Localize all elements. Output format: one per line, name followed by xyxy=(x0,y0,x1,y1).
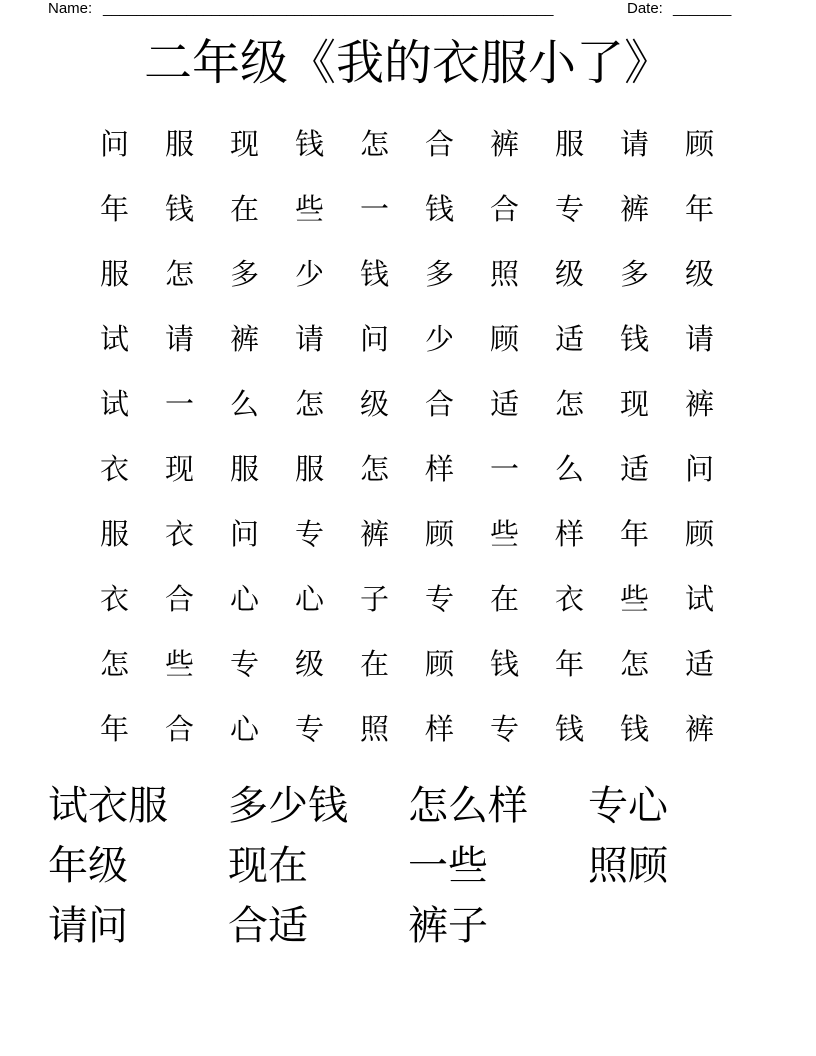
grid-cell: 么 xyxy=(554,452,584,486)
grid-cell: 怎 xyxy=(359,452,389,486)
grid-cell: 服 xyxy=(229,452,259,486)
grid-cell: 合 xyxy=(164,582,194,616)
header xyxy=(48,0,748,18)
grid-cell: 顾 xyxy=(424,517,454,551)
grid-cell: 请 xyxy=(294,322,324,356)
word-bank-item: 专心 xyxy=(588,783,668,829)
grid-cell: 样 xyxy=(554,517,584,551)
word-bank-item: 试衣服 xyxy=(48,783,168,829)
grid-cell: 一 xyxy=(489,452,519,486)
grid-cell: 请 xyxy=(164,322,194,356)
word-bank-item: 现在 xyxy=(228,843,308,889)
word-bank xyxy=(48,776,768,956)
grid-cell: 衣 xyxy=(554,582,584,616)
grid-cell: 问 xyxy=(229,517,259,551)
grid-cell: 么 xyxy=(229,387,259,421)
grid-cell: 衣 xyxy=(99,582,129,616)
word-bank-item: 裤子 xyxy=(408,903,488,949)
grid-cell: 顾 xyxy=(489,322,519,356)
grid-cell: 钱 xyxy=(619,712,649,746)
grid-cell: 多 xyxy=(424,257,454,291)
grid-cell: 些 xyxy=(294,192,324,226)
grid-cell: 合 xyxy=(489,192,519,226)
grid-cell: 试 xyxy=(99,387,129,421)
grid-cell: 适 xyxy=(489,387,519,421)
grid-cell: 钱 xyxy=(294,127,324,161)
grid-cell: 问 xyxy=(359,322,389,356)
grid-cell: 怎 xyxy=(359,127,389,161)
grid-cell: 请 xyxy=(684,322,714,356)
grid-cell: 样 xyxy=(424,712,454,746)
grid-cell: 年 xyxy=(619,517,649,551)
grid-cell: 年 xyxy=(99,192,129,226)
word-bank-item: 怎么样 xyxy=(408,783,528,829)
grid-cell: 少 xyxy=(294,257,324,291)
grid-cell: 顾 xyxy=(684,517,714,551)
grid-cell: 服 xyxy=(99,257,129,291)
grid-cell: 怎 xyxy=(554,387,584,421)
grid-cell: 些 xyxy=(619,582,649,616)
grid-cell: 适 xyxy=(684,647,714,681)
grid-cell: 问 xyxy=(99,127,129,161)
grid-cell: 现 xyxy=(164,452,194,486)
grid-row xyxy=(82,632,742,697)
grid-cell: 裤 xyxy=(684,387,714,421)
grid-cell: 少 xyxy=(424,322,454,356)
grid-cell: 年 xyxy=(554,647,584,681)
word-bank-row xyxy=(48,896,768,956)
grid-cell: 裤 xyxy=(229,322,259,356)
grid-row xyxy=(82,307,742,372)
word-bank-item: 一些 xyxy=(408,843,488,889)
word-bank-item: 照顾 xyxy=(588,843,668,889)
date-blank-line: _______ xyxy=(673,0,732,17)
grid-cell: 钱 xyxy=(619,322,649,356)
grid-cell: 怎 xyxy=(99,647,129,681)
grid-cell: 在 xyxy=(229,192,259,226)
grid-cell: 服 xyxy=(554,127,584,161)
grid-cell: 心 xyxy=(229,582,259,616)
grid-cell: 心 xyxy=(229,712,259,746)
grid-row xyxy=(82,567,742,632)
grid-row xyxy=(82,242,742,307)
name-blank-line: ______________________________________________________ xyxy=(103,0,554,17)
grid-cell: 衣 xyxy=(99,452,129,486)
grid-cell: 专 xyxy=(489,712,519,746)
grid-cell: 怎 xyxy=(164,257,194,291)
grid-cell: 现 xyxy=(229,127,259,161)
grid-cell: 裤 xyxy=(619,192,649,226)
grid-cell: 裤 xyxy=(684,712,714,746)
word-bank-row xyxy=(48,776,768,836)
grid-cell: 合 xyxy=(164,712,194,746)
grid-cell: 怎 xyxy=(294,387,324,421)
grid-row xyxy=(82,697,742,762)
grid-cell: 服 xyxy=(164,127,194,161)
grid-cell: 请 xyxy=(619,127,649,161)
date-label: Date: xyxy=(627,0,663,17)
grid-cell: 钱 xyxy=(359,257,389,291)
grid-cell: 专 xyxy=(554,192,584,226)
grid-cell: 裤 xyxy=(359,517,389,551)
grid-cell: 服 xyxy=(99,517,129,551)
grid-cell: 年 xyxy=(99,712,129,746)
grid-row xyxy=(82,502,742,567)
grid-cell: 级 xyxy=(359,387,389,421)
grid-cell: 级 xyxy=(684,257,714,291)
grid-cell: 样 xyxy=(424,452,454,486)
grid-cell: 专 xyxy=(294,517,324,551)
grid-cell: 些 xyxy=(164,647,194,681)
grid-row xyxy=(82,437,742,502)
grid-cell: 些 xyxy=(489,517,519,551)
grid-cell: 钱 xyxy=(554,712,584,746)
grid-cell: 衣 xyxy=(164,517,194,551)
grid-row xyxy=(82,372,742,437)
grid-cell: 试 xyxy=(99,322,129,356)
grid-cell: 级 xyxy=(294,647,324,681)
grid-cell: 专 xyxy=(424,582,454,616)
grid-cell: 多 xyxy=(619,257,649,291)
word-bank-item: 请问 xyxy=(48,903,128,949)
grid-cell: 在 xyxy=(359,647,389,681)
word-bank-item: 多少钱 xyxy=(228,783,348,829)
grid-cell: 现 xyxy=(619,387,649,421)
grid-cell: 钱 xyxy=(489,647,519,681)
grid-cell: 服 xyxy=(294,452,324,486)
name-label: Name: xyxy=(48,0,93,17)
word-bank-item: 合适 xyxy=(228,903,308,949)
grid-cell: 多 xyxy=(229,257,259,291)
grid-cell: 顾 xyxy=(684,127,714,161)
grid-cell: 心 xyxy=(294,582,324,616)
grid-cell: 钱 xyxy=(424,192,454,226)
word-bank-row xyxy=(48,836,768,896)
grid-cell: 一 xyxy=(359,192,389,226)
grid-cell: 在 xyxy=(489,582,519,616)
word-search-grid xyxy=(82,112,742,762)
grid-cell: 专 xyxy=(229,647,259,681)
grid-cell: 照 xyxy=(359,712,389,746)
grid-row xyxy=(82,112,742,177)
grid-cell: 合 xyxy=(424,127,454,161)
grid-cell: 子 xyxy=(359,582,389,616)
grid-cell: 钱 xyxy=(164,192,194,226)
grid-cell: 合 xyxy=(424,387,454,421)
grid-cell: 年 xyxy=(684,192,714,226)
grid-cell: 问 xyxy=(684,452,714,486)
grid-cell: 级 xyxy=(554,257,584,291)
grid-cell: 怎 xyxy=(619,647,649,681)
grid-cell: 适 xyxy=(554,322,584,356)
grid-cell: 顾 xyxy=(424,647,454,681)
grid-cell: 裤 xyxy=(489,127,519,161)
grid-cell: 试 xyxy=(684,582,714,616)
grid-cell: 适 xyxy=(619,452,649,486)
word-bank-item: 年级 xyxy=(48,843,128,889)
worksheet-title: 二年级《我的衣服小了》 xyxy=(143,35,672,91)
grid-cell: 专 xyxy=(294,712,324,746)
grid-cell: 一 xyxy=(164,387,194,421)
grid-row xyxy=(82,177,742,242)
grid-cell: 照 xyxy=(489,257,519,291)
